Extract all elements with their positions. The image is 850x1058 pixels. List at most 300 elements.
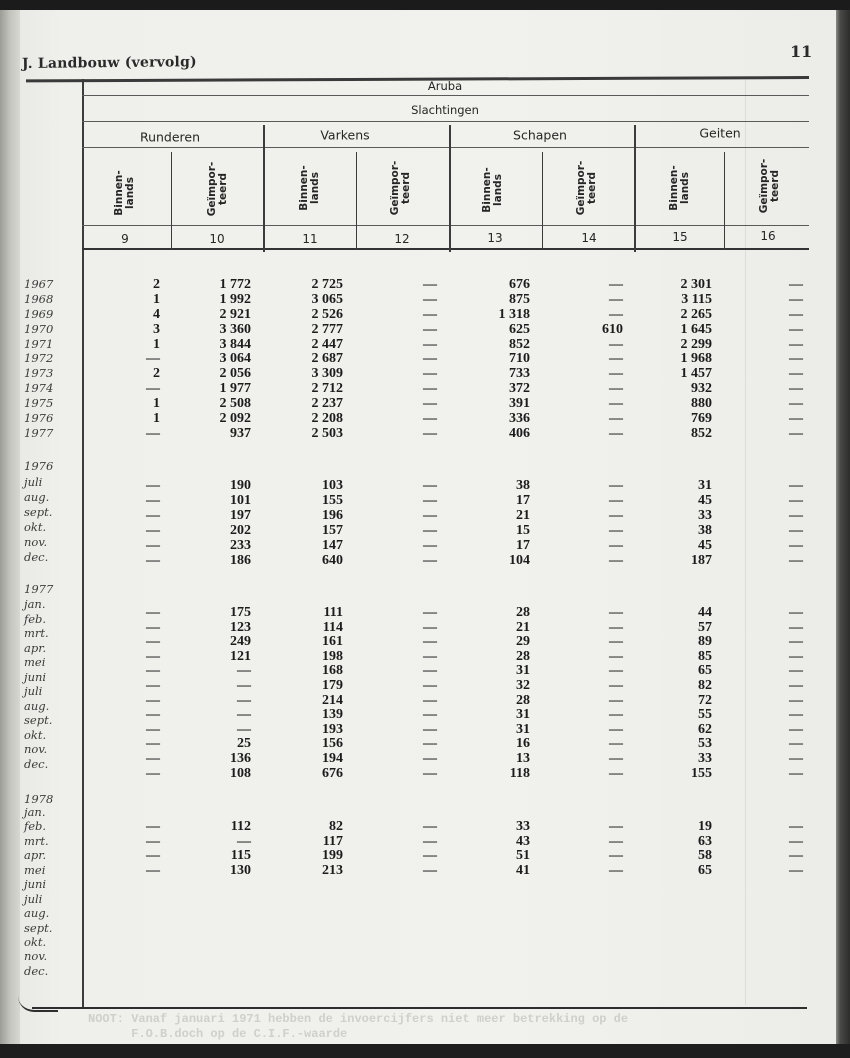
cell-col-9: — xyxy=(146,707,160,723)
cell-col-13: 31 xyxy=(516,721,530,737)
cell-col-14: — xyxy=(609,750,623,766)
row-label: jan. xyxy=(24,805,46,819)
cell-col-9: 1 xyxy=(153,336,160,352)
cell-col-14: — xyxy=(609,538,623,553)
cell-col-16: — xyxy=(789,736,803,752)
cell-col-13: 32 xyxy=(516,677,530,693)
cell-col-9: — xyxy=(146,508,160,523)
cell-col-13: 31 xyxy=(516,663,530,679)
row-label: juli xyxy=(24,891,43,906)
page-number: 11 xyxy=(790,42,813,61)
cell-col-16: — xyxy=(789,381,803,397)
table-row xyxy=(0,819,820,834)
table-row xyxy=(0,538,820,553)
cell-col-14: — xyxy=(609,493,623,508)
cell-col-16: — xyxy=(789,321,803,337)
group-separator xyxy=(634,125,636,252)
row-label: mei xyxy=(24,655,46,669)
row-label: jan. xyxy=(24,597,46,611)
row-label: feb. xyxy=(24,611,47,626)
table-row xyxy=(0,411,820,426)
cell-col-16: — xyxy=(789,493,803,508)
column-number: 14 xyxy=(581,231,597,245)
table-row xyxy=(0,722,820,737)
cell-col-10: 233 xyxy=(230,538,251,553)
cell-col-15: 55 xyxy=(698,707,712,723)
cell-col-14: — xyxy=(609,277,623,292)
data-rows xyxy=(0,277,820,441)
cell-col-13: 875 xyxy=(509,291,530,307)
table-row xyxy=(0,620,820,635)
cell-col-16: — xyxy=(789,707,803,723)
cell-col-11: 2 208 xyxy=(311,411,343,427)
cell-col-12: — xyxy=(423,848,437,864)
data-rows xyxy=(0,819,820,878)
cell-col-13: 391 xyxy=(509,396,530,412)
cell-col-15: 880 xyxy=(691,396,712,412)
cell-col-13: 118 xyxy=(509,765,530,781)
cell-col-11: 156 xyxy=(322,736,343,752)
cell-col-12: — xyxy=(423,736,437,752)
region-divider xyxy=(82,95,809,96)
cell-col-14: — xyxy=(609,765,623,781)
row-label: 1970 xyxy=(24,321,54,336)
cell-col-10: 2 056 xyxy=(219,366,251,382)
table-row xyxy=(0,693,820,708)
cell-col-14: — xyxy=(609,833,623,849)
table-row xyxy=(0,766,820,781)
cell-col-12: — xyxy=(423,833,437,849)
cell-col-11: 103 xyxy=(322,478,343,493)
column-number: 9 xyxy=(121,232,129,246)
cell-col-13: 41 xyxy=(516,863,530,879)
cell-col-15: 53 xyxy=(698,736,712,752)
table-row xyxy=(0,663,820,678)
group-separator xyxy=(449,125,451,252)
column-number: 15 xyxy=(672,230,688,244)
cell-col-14: — xyxy=(609,508,623,523)
cell-col-14: — xyxy=(609,605,623,620)
row-label: apr. xyxy=(24,640,47,655)
cell-col-11: 111 xyxy=(323,605,343,620)
cell-col-13: 17 xyxy=(516,538,530,553)
group-divider xyxy=(82,147,809,148)
cell-col-9: 4 xyxy=(153,306,160,322)
row-label: okt. xyxy=(24,520,47,534)
cell-col-12: — xyxy=(423,721,437,737)
cell-col-12: — xyxy=(423,277,437,292)
row-label: dec. xyxy=(24,756,49,771)
group-header-varkens: Varkens xyxy=(320,127,370,143)
cell-col-15: 33 xyxy=(698,508,712,523)
cell-col-9: — xyxy=(146,736,160,752)
cell-col-9: — xyxy=(146,538,160,553)
column-number: 11 xyxy=(302,232,318,246)
cell-col-13: 852 xyxy=(509,336,530,352)
cell-col-14: — xyxy=(609,619,623,635)
cell-col-12: — xyxy=(423,351,437,367)
cell-col-13: 15 xyxy=(516,523,530,538)
subheader-divider xyxy=(82,225,809,226)
cell-col-9: — xyxy=(146,848,160,864)
row-label: 1971 xyxy=(24,336,54,351)
cell-col-16: — xyxy=(789,366,803,382)
cell-col-15: 2 299 xyxy=(680,336,712,352)
cell-col-9: — xyxy=(146,721,160,737)
row-label: sept. xyxy=(24,713,53,727)
cell-col-16: — xyxy=(789,538,803,553)
cell-col-10: 115 xyxy=(230,848,251,864)
cell-col-9: — xyxy=(146,381,160,397)
cell-col-15: 58 xyxy=(698,848,712,864)
cell-col-13: 406 xyxy=(509,425,530,441)
cell-col-11: 2 503 xyxy=(311,425,343,441)
cell-col-9: 3 xyxy=(153,321,160,337)
cell-col-11: 161 xyxy=(322,634,343,650)
subcolumn-label: Binnen- lands xyxy=(481,167,504,213)
cell-col-11: 196 xyxy=(322,508,343,523)
cell-col-13: 28 xyxy=(516,692,530,708)
cell-col-9: 2 xyxy=(153,277,160,292)
subcolumn-label: Binnen- lands xyxy=(668,165,691,211)
data-rows xyxy=(0,605,820,780)
subcolumn-separator xyxy=(542,152,543,250)
cell-col-15: 63 xyxy=(698,833,712,849)
cell-col-13: 336 xyxy=(509,411,530,427)
cell-col-14: — xyxy=(609,848,623,864)
cell-col-14: — xyxy=(609,692,623,708)
cell-col-11: 82 xyxy=(329,819,343,834)
table-row xyxy=(0,478,820,493)
cell-col-13: 625 xyxy=(509,321,530,337)
cell-col-11: 193 xyxy=(322,721,343,737)
subcolumn-label: Geïmpor- teerd xyxy=(206,161,229,217)
cell-col-16: — xyxy=(789,508,803,523)
cell-col-14: — xyxy=(609,523,623,538)
group-header-schapen: Schapen xyxy=(513,127,567,143)
table-row xyxy=(0,553,820,568)
table-row xyxy=(0,848,820,863)
row-label: 1975 xyxy=(24,396,54,411)
cell-col-14: — xyxy=(609,721,623,737)
block-heading: 1976 xyxy=(24,459,54,473)
cell-col-12: — xyxy=(423,663,437,679)
cell-col-10: 186 xyxy=(230,553,251,568)
cell-col-12: — xyxy=(423,508,437,523)
cell-col-10: 937 xyxy=(230,425,251,441)
table-row xyxy=(0,508,820,523)
cell-col-15: 852 xyxy=(691,425,712,441)
cell-col-10: 197 xyxy=(230,508,251,523)
row-label: aug. xyxy=(24,906,50,921)
cell-col-10: 101 xyxy=(230,493,251,508)
cell-col-12: — xyxy=(423,863,437,879)
cell-col-16: — xyxy=(789,396,803,412)
column-number: 16 xyxy=(760,229,776,243)
cell-col-15: 65 xyxy=(698,663,712,679)
group-separator xyxy=(263,125,265,252)
cell-col-13: 676 xyxy=(509,277,530,292)
cell-col-12: — xyxy=(423,538,437,553)
subcolumn-separator xyxy=(356,152,357,250)
cell-col-16: — xyxy=(789,863,803,879)
cell-col-9: — xyxy=(146,677,160,693)
cell-col-11: 194 xyxy=(322,750,343,766)
cell-col-12: — xyxy=(423,478,437,493)
cell-col-11: 2 526 xyxy=(311,306,343,322)
cell-col-10: 1 992 xyxy=(219,291,251,307)
cell-col-15: 1 645 xyxy=(680,321,712,337)
cell-col-9: — xyxy=(146,351,160,367)
cell-col-15: 19 xyxy=(698,819,712,834)
table-row xyxy=(0,751,820,766)
table-row xyxy=(0,366,820,381)
cell-col-15: 769 xyxy=(691,411,712,427)
cell-col-13: 733 xyxy=(509,366,530,382)
cell-col-12: — xyxy=(423,381,437,397)
row-label: sept. xyxy=(24,505,53,519)
cell-col-15: 187 xyxy=(691,553,712,568)
cell-col-12: — xyxy=(423,411,437,427)
cell-col-10: 3 844 xyxy=(219,336,251,352)
cell-col-11: 147 xyxy=(322,538,343,553)
cell-col-10: 2 092 xyxy=(219,411,251,427)
row-label: mei xyxy=(24,862,46,877)
cell-col-14: — xyxy=(609,677,623,693)
cell-col-11: 114 xyxy=(322,619,343,635)
row-label: 1977 xyxy=(24,425,54,440)
cell-col-10: — xyxy=(237,833,251,849)
row-label: nov. xyxy=(24,535,48,549)
cell-col-10: 175 xyxy=(230,605,251,620)
subject-header: Slachtingen xyxy=(411,103,479,117)
table-row xyxy=(0,707,820,722)
cell-col-9: — xyxy=(146,619,160,635)
page-edge xyxy=(836,10,850,1058)
cell-col-16: — xyxy=(789,336,803,352)
cell-col-16: — xyxy=(789,765,803,781)
cell-col-16: — xyxy=(789,478,803,493)
column-number-divider xyxy=(82,248,809,250)
cell-col-14: — xyxy=(609,351,623,367)
cell-col-16: — xyxy=(789,648,803,664)
block-heading: 1977 xyxy=(24,582,54,596)
row-label: okt. xyxy=(24,934,47,949)
region-header: Aruba xyxy=(427,79,463,93)
cell-col-14: — xyxy=(609,634,623,650)
bottom-rule xyxy=(32,1007,807,1009)
row-label: 1968 xyxy=(24,291,54,306)
cell-col-12: — xyxy=(423,321,437,337)
cell-col-10: 25 xyxy=(237,736,251,752)
cell-col-9: — xyxy=(146,605,160,620)
scan-background xyxy=(0,1044,850,1058)
cell-col-14: — xyxy=(609,291,623,307)
cell-col-14: — xyxy=(609,411,623,427)
cell-col-9: — xyxy=(146,523,160,538)
subcolumn-label: Binnen- lands xyxy=(298,165,321,211)
data-rows xyxy=(0,478,820,568)
row-label: apr. xyxy=(24,848,47,863)
cell-col-11: 155 xyxy=(322,493,343,508)
cell-col-9: — xyxy=(146,634,160,650)
cell-col-10: — xyxy=(237,663,251,679)
cell-col-13: 28 xyxy=(516,648,530,664)
cell-col-11: 3 309 xyxy=(311,366,343,382)
cell-col-14: — xyxy=(609,863,623,879)
cell-col-10: 130 xyxy=(230,863,251,879)
row-label: nov. xyxy=(24,949,48,964)
cell-col-16: — xyxy=(789,848,803,864)
group-header-runderen: Runderen xyxy=(139,129,201,145)
cell-col-10: — xyxy=(237,707,251,723)
cell-col-9: — xyxy=(146,819,160,834)
cell-col-16: — xyxy=(789,721,803,737)
cell-col-14: — xyxy=(609,306,623,322)
cell-col-13: 21 xyxy=(516,508,530,523)
cell-col-14: — xyxy=(609,336,623,352)
cell-col-16: — xyxy=(789,634,803,650)
cell-col-12: — xyxy=(423,677,437,693)
subcolumn-label: Binnen- lands xyxy=(113,170,136,216)
cell-col-14: — xyxy=(609,707,623,723)
cell-col-10: — xyxy=(237,721,251,737)
cell-col-12: — xyxy=(423,692,437,708)
cell-col-14: — xyxy=(609,663,623,679)
section-title: J. Landbouw (vervolg) xyxy=(21,54,197,72)
subcolumn-label: Geïmpor- teerd xyxy=(758,158,781,214)
row-label: juni xyxy=(24,877,47,892)
cell-col-15: 57 xyxy=(698,619,712,635)
group-header-geiten: Geiten xyxy=(699,125,741,141)
cell-col-12: — xyxy=(423,707,437,723)
table-row xyxy=(0,649,820,664)
cell-col-14: — xyxy=(609,381,623,397)
table-row xyxy=(0,307,820,322)
cell-col-13: 1 318 xyxy=(498,306,530,322)
cell-col-9: — xyxy=(146,833,160,849)
cell-col-9: — xyxy=(146,765,160,781)
table-row xyxy=(0,337,820,352)
cell-col-16: — xyxy=(789,750,803,766)
cell-col-11: 199 xyxy=(322,848,343,864)
cell-col-16: — xyxy=(789,425,803,441)
cell-col-13: 43 xyxy=(516,833,530,849)
cell-col-15: 85 xyxy=(698,648,712,664)
row-label: 1972 xyxy=(24,351,54,366)
cell-col-10: — xyxy=(237,692,251,708)
table-row xyxy=(0,493,820,508)
cell-col-10: 2 508 xyxy=(219,396,251,412)
cell-col-13: 17 xyxy=(516,493,530,508)
row-label: 1976 xyxy=(24,411,54,426)
table-row xyxy=(0,292,820,307)
cell-col-16: — xyxy=(789,277,803,292)
row-label: 1969 xyxy=(24,306,54,321)
cell-col-16: — xyxy=(789,351,803,367)
cell-col-13: 710 xyxy=(509,351,530,367)
cell-col-9: — xyxy=(146,750,160,766)
cell-col-10: — xyxy=(237,677,251,693)
table-row xyxy=(0,863,820,878)
cell-col-12: — xyxy=(423,336,437,352)
cell-col-12: — xyxy=(423,493,437,508)
table-row xyxy=(0,834,820,849)
cell-col-13: 16 xyxy=(516,736,530,752)
cell-col-11: 2 237 xyxy=(311,396,343,412)
row-label: dec. xyxy=(24,550,49,564)
cell-col-14: — xyxy=(609,366,623,382)
cell-col-9: — xyxy=(146,478,160,493)
cell-col-13: 104 xyxy=(509,553,530,568)
cell-col-15: 45 xyxy=(698,538,712,553)
cell-col-15: 932 xyxy=(691,381,712,397)
cell-col-15: 62 xyxy=(698,721,712,737)
cell-col-11: 157 xyxy=(322,523,343,538)
subcolumn-separator xyxy=(724,152,725,250)
cell-col-14: — xyxy=(609,396,623,412)
cell-col-13: 372 xyxy=(509,381,530,397)
cell-col-12: — xyxy=(423,306,437,322)
table-row xyxy=(0,634,820,649)
cell-col-11: 2 447 xyxy=(311,336,343,352)
cell-col-15: 1 968 xyxy=(680,351,712,367)
cell-col-9: 2 xyxy=(153,366,160,382)
cell-col-10: 123 xyxy=(230,619,251,635)
cell-col-13: 28 xyxy=(516,605,530,620)
cell-col-10: 1 772 xyxy=(219,277,251,292)
cell-col-10: 202 xyxy=(230,523,251,538)
bleed-through-note: NOOT: Vanaf januari 1971 hebben de invoercijfers niet meer betrekking op de F.O.B.doch op de C.I.F.-waarde xyxy=(88,1012,629,1041)
cell-col-12: — xyxy=(423,425,437,441)
cell-col-10: 190 xyxy=(230,478,251,493)
cell-col-13: 33 xyxy=(516,819,530,834)
cell-col-14: — xyxy=(609,425,623,441)
table-row xyxy=(0,381,820,396)
cell-col-12: — xyxy=(423,291,437,307)
row-label: juni xyxy=(24,669,47,684)
cell-col-9: — xyxy=(146,493,160,508)
row-label: aug. xyxy=(24,698,50,713)
cell-col-12: — xyxy=(423,648,437,664)
cell-col-13: 51 xyxy=(516,848,530,864)
cell-col-11: 640 xyxy=(322,553,343,568)
cell-col-15: 31 xyxy=(698,478,712,493)
cell-col-15: 1 457 xyxy=(680,366,712,382)
cell-col-10: 136 xyxy=(230,750,251,766)
row-label: juli xyxy=(24,684,43,698)
cell-col-10: 112 xyxy=(230,819,251,834)
table-row xyxy=(0,351,820,366)
subject-divider xyxy=(82,121,809,122)
row-label: 1974 xyxy=(24,381,54,396)
cell-col-13: 29 xyxy=(516,634,530,650)
cell-col-16: — xyxy=(789,523,803,538)
row-label: mrt. xyxy=(24,833,49,848)
cell-col-15: 89 xyxy=(698,634,712,650)
column-number: 13 xyxy=(487,231,503,245)
cell-col-10: 3 360 xyxy=(219,321,251,337)
cell-col-11: 139 xyxy=(322,707,343,723)
cell-col-16: — xyxy=(789,411,803,427)
cell-col-11: 198 xyxy=(322,648,343,664)
block-heading: 1978 xyxy=(24,792,54,806)
cell-col-14: 610 xyxy=(602,321,623,337)
cell-col-12: — xyxy=(423,765,437,781)
cell-col-14: — xyxy=(609,819,623,834)
table-row xyxy=(0,736,820,751)
cell-col-13: 38 xyxy=(516,478,530,493)
